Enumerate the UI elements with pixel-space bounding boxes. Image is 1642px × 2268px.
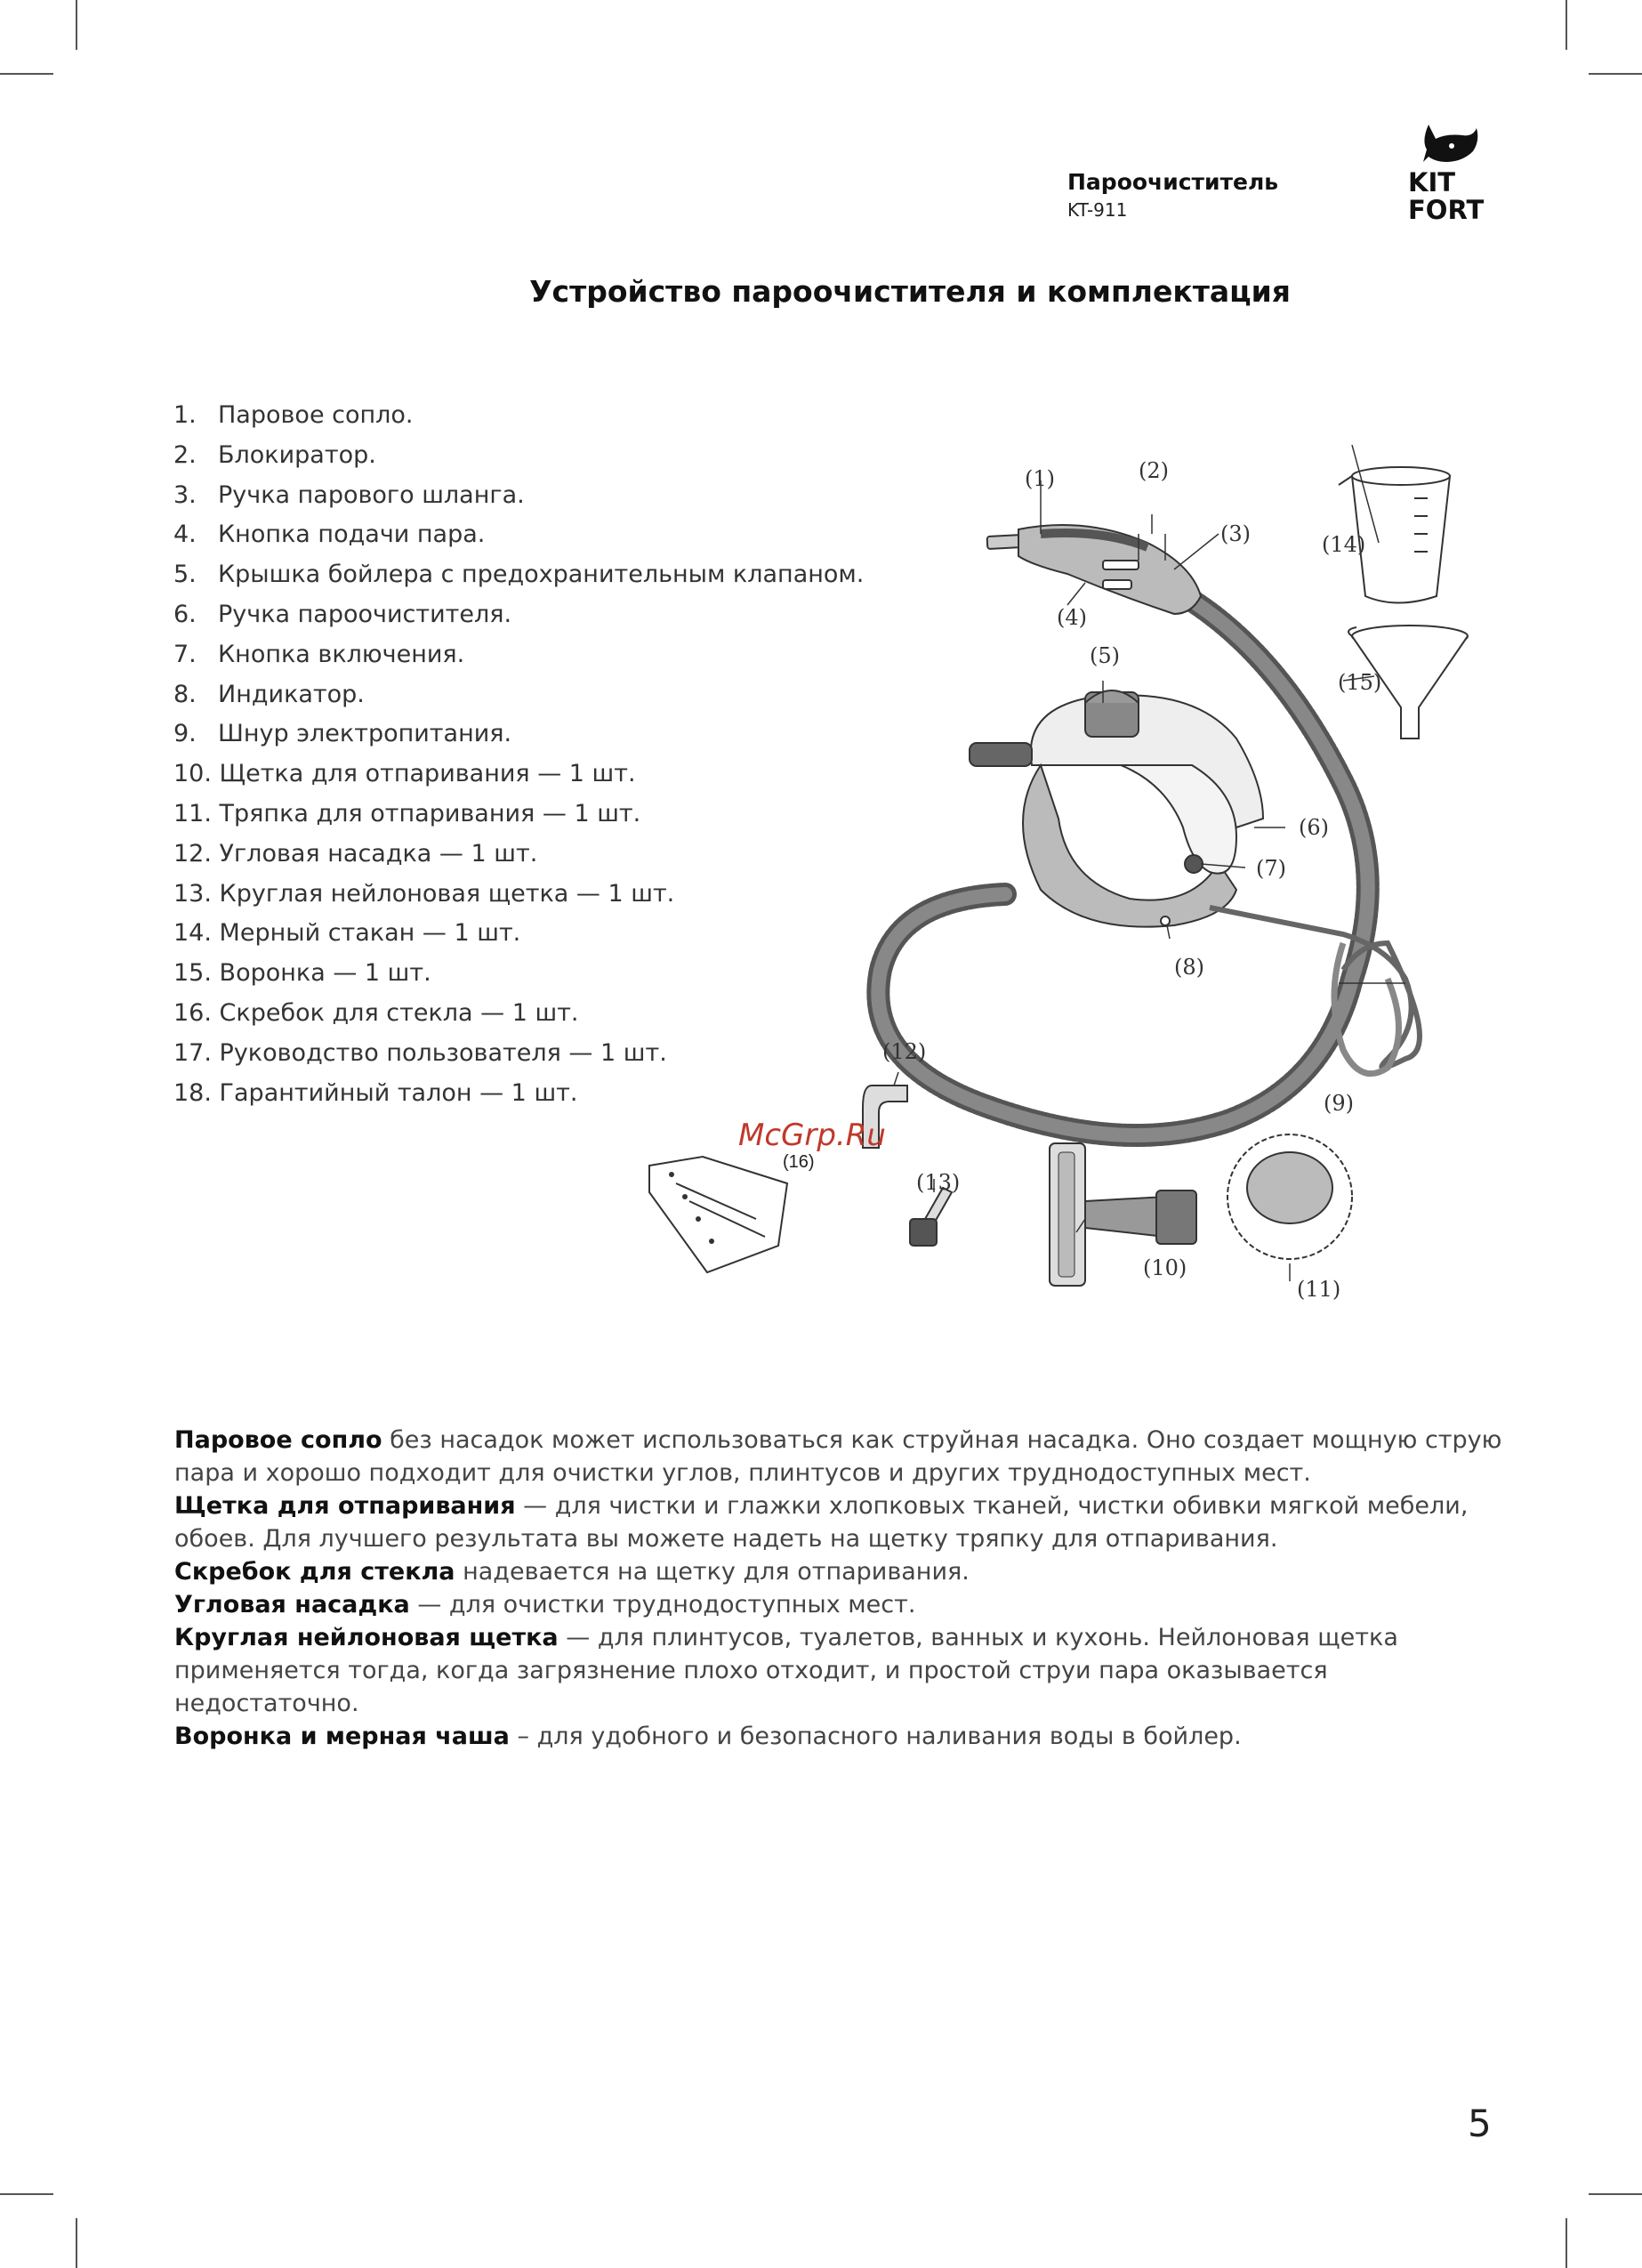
glass-scraper (649, 1157, 787, 1272)
list-item: 6. Ручка пароочистителя. (173, 600, 512, 628)
label-7: (7) (1256, 856, 1286, 881)
crop-mark (76, 0, 77, 50)
label-5: (5) (1090, 643, 1120, 668)
desc-paragraph: Щетка для отпаривания — для чистки и глажки хлопковых тканей, чистки обивки мягкой мебели, обоев. Для лучшего результата вы можете надеть на щетку тряпку для отпаривания. (174, 1492, 1469, 1553)
label-16: (16) (783, 1152, 815, 1172)
crop-mark (0, 2193, 53, 2195)
label-9: (9) (1324, 1091, 1354, 1116)
list-item: 13. Круглая нейлоновая щетка — 1 шт. (173, 879, 675, 908)
list-item: 2. Блокиратор. (173, 440, 376, 469)
crop-mark (1566, 2218, 1567, 2268)
steam-cleaner-diagram (623, 445, 1477, 1317)
label-6: (6) (1299, 815, 1329, 840)
header-model: KT-911 (1067, 199, 1128, 221)
list-item: 14. Мерный стакан — 1 шт. (173, 919, 521, 948)
label-15: (15) (1338, 670, 1382, 695)
desc-paragraph: Скребок для стекла надевается на щетку для отпаривания. (174, 1558, 970, 1586)
round-brush (910, 1188, 952, 1246)
label-12: (12) (882, 1039, 927, 1064)
desc-paragraph: Воронка и мерная чаша – для удобного и безопасного наливания воды в бойлер. (174, 1723, 1242, 1750)
steam-hose (878, 601, 1367, 1135)
logo-text (1408, 169, 1484, 224)
label-8: (8) (1174, 955, 1204, 980)
list-item: 15. Воронка — 1 шт. (173, 959, 431, 988)
logo-line-1: KIT (1408, 167, 1456, 198)
logo-line-2: FORT (1408, 195, 1485, 225)
desc-paragraph: Круглая нейлоновая щетка — для плинтусов, туалетов, ванных и кухонь. Нейлоновая щетка применяется тогда, когда загрязнение плохо отходит, и простой струи пара оказывается недостаточно. (174, 1624, 1398, 1717)
crop-mark (1589, 2193, 1642, 2195)
label-4: (4) (1057, 605, 1087, 630)
descriptions (174, 1424, 1509, 1753)
crop-mark (1589, 73, 1642, 75)
label-3: (3) (1220, 521, 1251, 546)
list-item: 17. Руководство пользователя — 1 шт. (173, 1038, 667, 1067)
label-11: (11) (1297, 1277, 1341, 1302)
list-item: 8. Индикатор. (173, 680, 365, 708)
list-item: 5. Крышка бойлера с предохранительным клапаном. (173, 561, 865, 589)
label-2: (2) (1139, 458, 1169, 483)
list-item: 1. Паровое сопло. (173, 401, 414, 429)
label-1: (1) (1025, 466, 1055, 491)
label-14: (14) (1322, 532, 1366, 557)
crop-mark (0, 73, 53, 75)
crop-mark (1566, 0, 1567, 50)
watermark: McGrp.Ru (738, 1118, 886, 1153)
label-13: (13) (916, 1170, 961, 1195)
steam-cloth (1227, 1134, 1352, 1259)
list-item: 16. Скребок для стекла — 1 шт. (173, 998, 579, 1027)
list-item: 12. Угловая насадка — 1 шт. (173, 839, 538, 868)
header-title: Пароочиститель (1067, 169, 1279, 195)
list-item: 4. Кнопка подачи пара. (173, 521, 486, 549)
page-title: Устройство пароочистителя и комплектация (529, 274, 1291, 309)
label-10: (10) (1143, 1255, 1187, 1280)
list-item: 9. Шнур электропитания. (173, 720, 512, 748)
page-number: 5 (1468, 2102, 1492, 2145)
list-item: 18. Гарантийный талон — 1 шт. (173, 1078, 578, 1107)
crop-mark (76, 2218, 77, 2268)
list-item: 3. Ручка парового шланга. (173, 480, 525, 509)
list-item: 10. Щетка для отпаривания — 1 шт. (173, 760, 636, 788)
desc-paragraph: Угловая насадка — для очистки труднодоступных мест. (174, 1591, 916, 1618)
list-item: 11. Тряпка для отпаривания — 1 шт. (173, 799, 641, 827)
list-item: 7. Кнопка включения. (173, 640, 465, 668)
hose-handle (987, 525, 1201, 614)
desc-paragraph: Паровое сопло без насадок может использоваться как струйная насадка. Оно создает мощную струю пара и хорошо подходит для очистки углов, плинтусов и других труднодоступных мест. (174, 1426, 1502, 1487)
